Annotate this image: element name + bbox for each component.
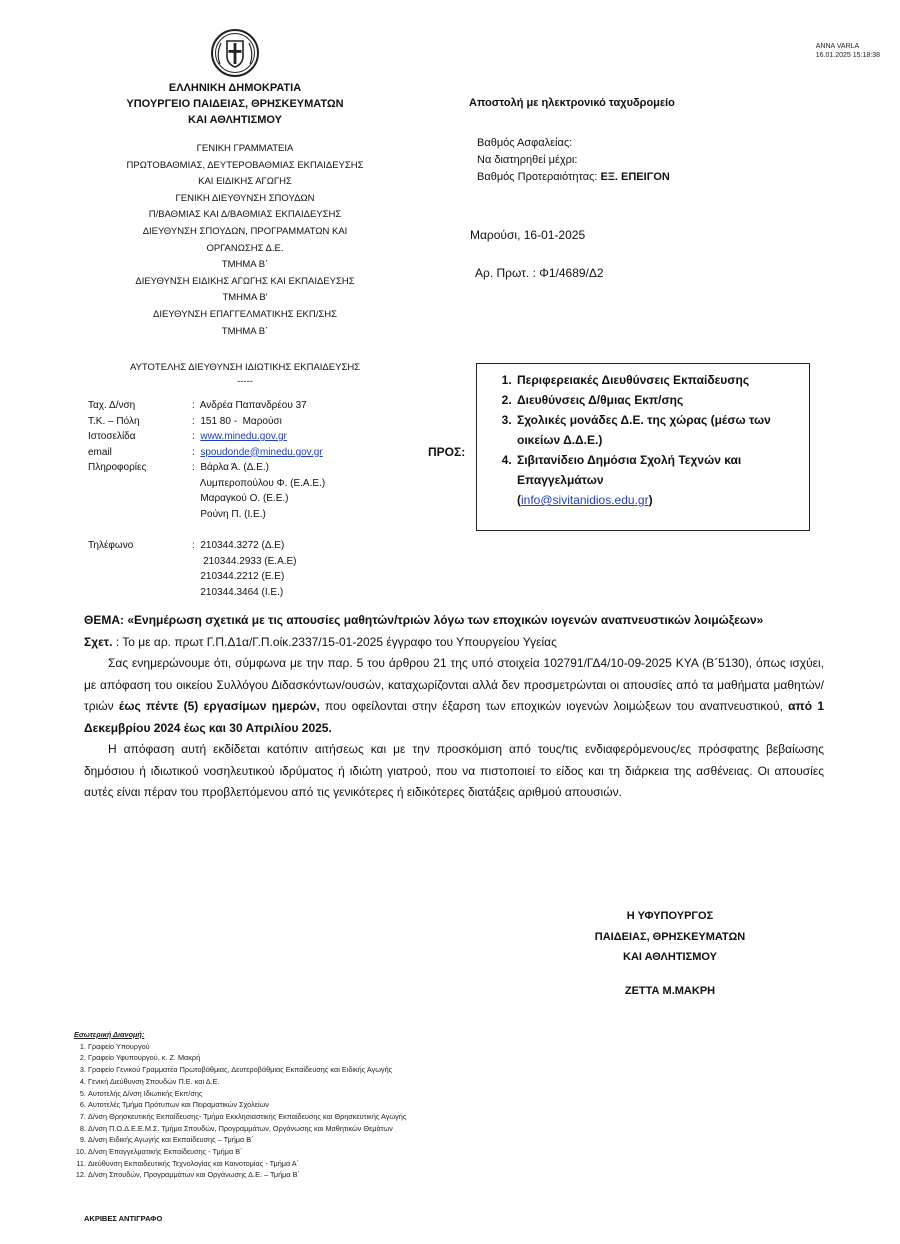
- contact-label: email: [88, 446, 112, 458]
- issuer-header: [80, 80, 390, 128]
- contact-row: [88, 491, 325, 507]
- contact-row: [88, 398, 325, 414]
- distribution-item: 6. Αυτοτελές Τμήμα Πρότυπων και Πειραματικών Σχολείων: [88, 1099, 774, 1111]
- distribution-item: 11. Διεύθυνση Εκπαιδευτικής Τεχνολογίας και Καινοτομίας - Τμήμα Α΄: [88, 1158, 774, 1170]
- distribution-list: [74, 1041, 774, 1181]
- contact-value: : Ανδρέα Παπανδρέου 37: [192, 400, 307, 411]
- ministry-title-line1: ΥΠΟΥΡΓΕΙΟ ΠΑΙΔΕΙΑΣ, ΘΡΗΣΚΕΥΜΑΤΩΝ: [126, 98, 344, 110]
- recipient-text: Περιφερειακές Διευθύνσεις Εκπαίδευσης: [517, 373, 750, 387]
- contact-label: [88, 569, 192, 585]
- distribution-item: 5. Αυτοτελής Δ/νση Ιδιωτικής Εκπ/σης: [88, 1088, 774, 1100]
- paragraph-1-emphasis-days: έως πέντε (5) εργασίμων ημερών,: [118, 699, 320, 713]
- unit-line: ΔΙΕΥΘΥΝΣΗ ΕΠΑΓΓΕΛΜΑΤΙΚΗΣ ΕΚΠ/ΣΗΣ: [153, 308, 337, 320]
- contact-row: [88, 507, 325, 523]
- protocol-number: Αρ. Πρωτ. : Φ1/4689/Δ2: [475, 266, 604, 280]
- subject-label: ΘΕΜΑ:: [84, 613, 124, 627]
- contact-value: 210344.3464 (Ι.Ε.): [192, 586, 284, 598]
- document-body: [84, 610, 824, 804]
- unit-line: ΓΕΝΙΚΗ ΓΡΑΜΜΑΤΕΙΑ: [196, 143, 294, 154]
- document-meta: [477, 135, 670, 186]
- distribution-item: 3. Γραφείο Γενικού Γραμματέα Πρωτοβάθμιας, Δευτεροβάθμιας Εκπαίδευσης και Ειδικής Αγωγής: [88, 1064, 774, 1076]
- greek-coat-of-arms-icon: [210, 28, 260, 78]
- recipients-list: [487, 370, 799, 510]
- contact-row: [88, 585, 325, 601]
- recipient-email-link[interactable]: info@sivitanidios.edu.gr: [521, 493, 649, 507]
- paragraph-1-text-a: Σας ενημερώνουμε ότι, σύμφωνα με την παρ. 5 του άρθρου 21 της υπό στοιχεία 102791/ΓΔ4/10-09-2025 ΚΥΑ (Β΄5130), όπως ισχύει, με απόφαση του οικείου Συλλόγου Διδασκόντων/ουσών, καταχωρίζονται αλλά δεν προσμετρώνται οι απουσίες από τα μαθήματα μαθητών/τριών: [84, 656, 824, 713]
- contact-row: [88, 414, 325, 430]
- contact-details: [88, 398, 325, 600]
- unit-line: ΟΡΓΑΝΩΣΗΣ Δ.Ε.: [206, 242, 284, 254]
- priority-row: [477, 169, 670, 186]
- distribution-item: 12. Δ/νση Σπουδών, Προγραμμάτων και Οργάνωσης Δ.Ε. – Τμήμα Β΄: [88, 1169, 774, 1181]
- document-date: Μαρούσι, 16-01-2025: [470, 228, 586, 242]
- email-prefix: (: [517, 493, 521, 507]
- email-link[interactable]: spoudonde@minedu.gov.gr: [200, 446, 323, 458]
- recipient-item: [515, 450, 799, 510]
- contact-label: [88, 507, 192, 523]
- contact-value: :: [192, 431, 201, 442]
- autonomous-unit-name: ΑΥΤΟΤΕΛΗΣ ΔΙΕΥΘΥΝΣΗ ΙΔΙΩΤΙΚΗΣ ΕΚΠΑΙΔΕΥΣΗΣ: [129, 362, 361, 373]
- autonomous-unit: [80, 361, 410, 389]
- contact-value: : Βάρλα Ά. (Δ.Ε.): [192, 462, 269, 473]
- contact-label: [88, 585, 192, 601]
- contact-label: Τ.Κ. – Πόλη: [88, 415, 140, 427]
- to-label: ΠΡΟΣ:: [428, 445, 466, 459]
- subject-text: «Ενημέρωση σχετικά με τις απουσίες μαθητών/τριών λόγω των εποχικών ιογενών αναπνευστικών λοιμώξεων»: [127, 613, 764, 627]
- contact-label: Πληροφορίες: [88, 462, 147, 473]
- recipient-item: [515, 410, 799, 450]
- separator: -----: [237, 376, 253, 387]
- delivery-text: Αποστολή με ηλεκτρονικό ταχυδρομείο: [469, 97, 675, 109]
- distribution-item: 9. Δ/νση Ειδικής Αγωγής και Εκπαίδευσης – Τμήμα Β΄: [88, 1134, 774, 1146]
- internal-distribution: [74, 1029, 774, 1181]
- signature-block: [570, 906, 770, 968]
- reference-label: Σχετ.: [84, 634, 113, 649]
- contact-label: Τηλέφωνο: [88, 540, 134, 551]
- distribution-title: Εσωτερική Διανομή:: [74, 1030, 145, 1039]
- contact-row: [88, 569, 325, 585]
- priority-label: Βαθμός Προτεραιότητας:: [477, 171, 598, 183]
- contact-label: Ιστοσελίδα: [88, 431, 136, 442]
- contact-value: Ρούνη Π. (Ι.Ε.): [192, 508, 266, 520]
- contact-value: 210344.2933 (Ε.Α.Ε): [192, 555, 297, 567]
- contact-value: : 151 80 - Μαρούσι: [192, 415, 282, 427]
- contact-value: 210344.2212 (Ε.Ε): [192, 571, 285, 582]
- recipient-text: Διευθύνσεις Δ/θμιας Εκπ/σης: [517, 393, 684, 407]
- unit-line: ΤΜΗΜΑ Β': [222, 292, 268, 304]
- recipient-item: [515, 390, 799, 410]
- recipients-box: [476, 363, 810, 531]
- unit-line: Π/ΒΑΘΜΙΑΣ ΚΑΙ Δ/ΒΑΘΜΙΑΣ ΕΚΠΑΙΔΕΥΣΗΣ: [148, 209, 342, 221]
- contact-row: [88, 445, 325, 461]
- paragraph-1-emphasis-period: από 1 Δεκεμβρίου 2024 έως και 30 Απριλίου 2025.: [84, 699, 825, 735]
- retention-label: Να διατηρηθεί μέχρι:: [477, 154, 578, 166]
- distribution-item: 10. Δ/νση Επαγγελματικής Εκπαίδευσης - Τμήμα Β΄: [88, 1146, 774, 1158]
- unit-line: ΔΙΕΥΘΥΝΣΗ ΕΙΔΙΚΗΣ ΑΓΩΓΗΣ ΚΑΙ ΕΚΠΑΙΔΕΥΣΗΣ: [135, 275, 355, 287]
- signature-title-3: ΚΑΙ ΑΘΛΗΤΙΣΜΟΥ: [623, 951, 717, 963]
- signer-name: ΖΕΤΤΑ Μ.ΜΑΚΡΗ: [624, 985, 716, 997]
- unit-line: ΠΡΩΤΟΒΑΘΜΙΑΣ, ΔΕΥΤΕΡΟΒΑΘΜΙΑΣ ΕΚΠΑΙΔΕΥΣΗΣ: [126, 159, 364, 171]
- distribution-item: 1. Γραφείο Υπουργού: [88, 1041, 774, 1053]
- ministry-title-line2: ΚΑΙ ΑΘΛΗΤΙΣΜΟΥ: [188, 114, 282, 126]
- recipient-item: [515, 370, 799, 390]
- distribution-item: 7. Δ/νση Θρησκευτικής Εκπαίδευσης- Τμήμα Εκκλησιαστικής Εκπαίδευσης και Θρησκευτικής Αγωγής: [88, 1111, 774, 1123]
- contact-value: Μαραγκού Ο. (Ε.Ε.): [192, 493, 289, 504]
- unit-line: ΓΕΝΙΚΗ ΔΙΕΥΘΥΝΣΗ ΣΠΟΥΔΩΝ: [175, 192, 315, 204]
- contact-label: [88, 554, 192, 570]
- contact-row: [88, 460, 325, 476]
- contact-label: [88, 491, 192, 507]
- distribution-item: 8. Δ/νση Π.Ο.Δ.Ε.Ε.Μ.Σ. Τμήμα Σπουδών, Προγραμμάτων, Οργάνωσης και Μαθητικών Θεμάτων: [88, 1123, 774, 1135]
- contact-row: [88, 554, 325, 570]
- contact-row: [88, 538, 325, 554]
- distribution-item: 2. Γραφείο Υφυπουργού, κ. Ζ. Μακρή: [88, 1052, 774, 1064]
- unit-line: ΤΜΗΜΑ Β΄: [221, 325, 269, 337]
- reference-line: [84, 632, 824, 654]
- distribution-item: 4. Γενική Διεύθυνση Σπουδών Π.Ε. και Δ.Ε.: [88, 1076, 774, 1088]
- paragraph-1-text-c: που οφείλονται στην έξαρση των εποχικών ιογενών λοιμώξεων του αναπνευστικού,: [319, 699, 789, 713]
- paragraph-1: [84, 653, 824, 739]
- delivery-method: [469, 97, 675, 109]
- republic-title: ΕΛΛΗΝΙΚΗ ΔΗΜΟΚΡΑΤΙΑ: [168, 82, 302, 94]
- recipient-text: Σχολικές μονάδες Δ.Ε. της χώρας (μέσω των οικείων Δ.Δ.Ε.): [517, 413, 771, 447]
- recipient-text: Σιβιτανίδειο Δημόσια Σχολή Τεχνών και Επαγγελμάτων: [517, 453, 742, 487]
- signer-name: ANNA VARLA: [815, 43, 860, 50]
- subject-line: [84, 610, 824, 632]
- contact-value: Λυμπεροπούλου Φ. (Ε.Α.Ε.): [192, 477, 326, 489]
- security-level-label: Βαθμός Ασφαλείας:: [477, 137, 573, 149]
- signature-datetime: 16.01.2025 15:18:38: [815, 52, 880, 59]
- contact-value: : 210344.3272 (Δ.Ε): [192, 540, 285, 551]
- email-suffix: ): [648, 493, 653, 507]
- contact-value: :: [192, 446, 201, 458]
- website-link[interactable]: www.minedu.gov.gr: [200, 431, 287, 442]
- contact-label: Ταχ. Δ/νση: [88, 400, 136, 411]
- true-copy-label: ΑΚΡΙΒΕΣ ΑΝΤΙΓΡΑΦΟ: [84, 1214, 163, 1223]
- contact-row: [88, 429, 325, 445]
- contact-label: [88, 476, 192, 492]
- priority-value: ΕΞ. ΕΠΕΙΓΟΝ: [600, 171, 670, 183]
- reference-text: : Το με αρ. πρωτ Γ.Π.Δ1α/Γ.Π.οίκ.2337/15-01-2025 έγγραφο του Υπουργείου Υγείας: [112, 634, 557, 649]
- digital-signature-stamp: [816, 42, 880, 60]
- signature-title-1: Η ΥΦΥΠΟΥΡΓΟΣ: [626, 910, 714, 922]
- paragraph-2: Η απόφαση αυτή εκδίδεται κατόπιν αιτήσεως και με την προσκόμιση από τους/τις ενδιαφερόμενους/ες πρόσφατης βεβαίωσης δημόσιου ή ιδιωτικού νοσηλευτικού ιδρύματος ή ιδιώτη γιατρού, που να πιστοποιεί το είδος και τη διάρκεια της ασθένειας. Οι απουσίες αυτές είναι πέραν του προβλεπόμενου από τις γενικότερες ή ειδικότερες διατάξεις αριθμού απουσιών.: [84, 742, 824, 799]
- signature-title-2: ΠΑΙΔΕΙΑΣ, ΘΡΗΣΚΕΥΜΑΤΩΝ: [594, 930, 746, 943]
- unit-line: ΤΜΗΜΑ Β΄: [221, 259, 269, 271]
- contact-row: [88, 476, 325, 492]
- unit-line: ΔΙΕΥΘΥΝΣΗ ΣΠΟΥΔΩΝ, ΠΡΟΓΡΑΜΜΑΤΩΝ ΚΑΙ: [142, 225, 348, 237]
- unit-line: ΚΑΙ ΕΙΔΙΚΗΣ ΑΓΩΓΗΣ: [198, 176, 292, 188]
- ministry-units: [80, 141, 410, 340]
